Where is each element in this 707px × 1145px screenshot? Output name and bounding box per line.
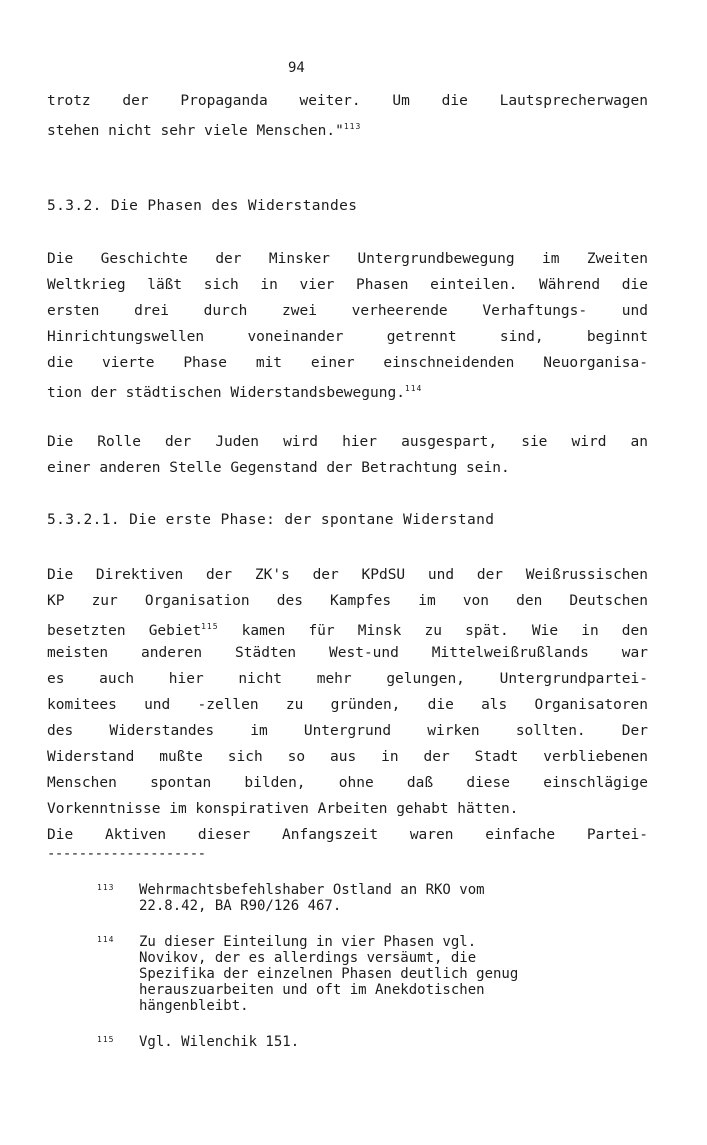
text-line: einer anderen Stelle Gegenstand der Betrachtung sein.	[47, 460, 510, 476]
text-line: ersten drei durch zwei verheerende Verhaftungs- und	[47, 303, 648, 319]
footnote-marker: 115	[97, 1035, 115, 1044]
footnote-line: Vgl. Wilenchik 151.	[139, 1034, 300, 1050]
footnote-marker: 113	[97, 883, 115, 892]
text-line: Hinrichtungswellen voneinander getrennt sind, beginnt	[47, 329, 648, 345]
page-number: 94	[288, 60, 305, 76]
text-line: Menschen spontan bilden, ohne daß diese einschlägige	[47, 775, 648, 791]
text-line: Weltkrieg läßt sich in vier Phasen einteilen. Während die	[47, 277, 648, 293]
footnote-ref: 115	[201, 622, 219, 631]
text-line: tion der städtischen Widerstandsbewegung.$^{114}$	[47, 384, 423, 401]
text-line: es auch hier nicht mehr gelungen, Untergrundpartei-	[47, 671, 648, 687]
footnote-ref: 114	[404, 384, 423, 393]
footnote-line: Spezifika der einzelnen Phasen deutlich genug	[139, 966, 519, 982]
footnote-line: herauszuarbeiten und oft im Anekdotischen	[139, 982, 485, 998]
text-line: Die Geschichte der Minsker Untergrundbewegung im Zweiten	[47, 251, 648, 267]
text-line: Die Direktiven der ZK's der KPdSU und der Weißrussischen	[47, 567, 648, 583]
subsection-heading: 5.3.2.1. Die erste Phase: der spontane Widerstand	[47, 512, 495, 528]
text-line: Vorkenntnisse im konspirativen Arbeiten gehabt hätten.	[47, 801, 519, 817]
text-line: die vierte Phase mit einer einschneidenden Neuorganisa-	[47, 355, 648, 371]
text-line: trotz der Propaganda weiter. Um die Lautsprecherwagen	[47, 93, 648, 109]
text-line: komitees und -zellen zu gründen, die als Organisatoren	[47, 697, 648, 713]
footnote-line: hängenbleibt.	[139, 998, 249, 1014]
footnote-line: Wehrmachtsbefehlshaber Ostland an RKO vom	[139, 882, 485, 898]
text-line: des Widerstandes im Untergrund wirken sollten. Der	[47, 723, 648, 739]
footnote-ref: 113	[343, 122, 362, 131]
text-line: besetzten Gebiet$^{115}$ kamen für Minsk zu spät. Wie in den	[47, 622, 648, 639]
footnote-line: Zu dieser Einteilung in vier Phasen vgl.	[139, 934, 477, 950]
text-line: meisten anderen Städten West-und Mittelweißrußlands war	[47, 645, 648, 661]
footnote-marker: 114	[97, 935, 115, 944]
text-line: Die Aktiven dieser Anfangszeit waren einfache Partei-	[47, 827, 648, 843]
footnote-separator: --------------------	[47, 846, 206, 862]
text-line: Widerstand mußte sich so aus in der Stadt verbliebenen	[47, 749, 648, 765]
text-line: KP zur Organisation des Kampfes im von den Deutschen	[47, 593, 648, 609]
text-line: stehen nicht sehr viele Menschen."$^{113}$	[47, 122, 362, 139]
footnote-line: Novikov, der es allerdings versäumt, die	[139, 950, 477, 966]
text-line: Die Rolle der Juden wird hier ausgespart, sie wird an	[47, 434, 648, 450]
section-heading: 5.3.2. Die Phasen des Widerstandes	[47, 198, 358, 214]
footnote-line: 22.8.42, BA R90/126 467.	[139, 898, 342, 914]
